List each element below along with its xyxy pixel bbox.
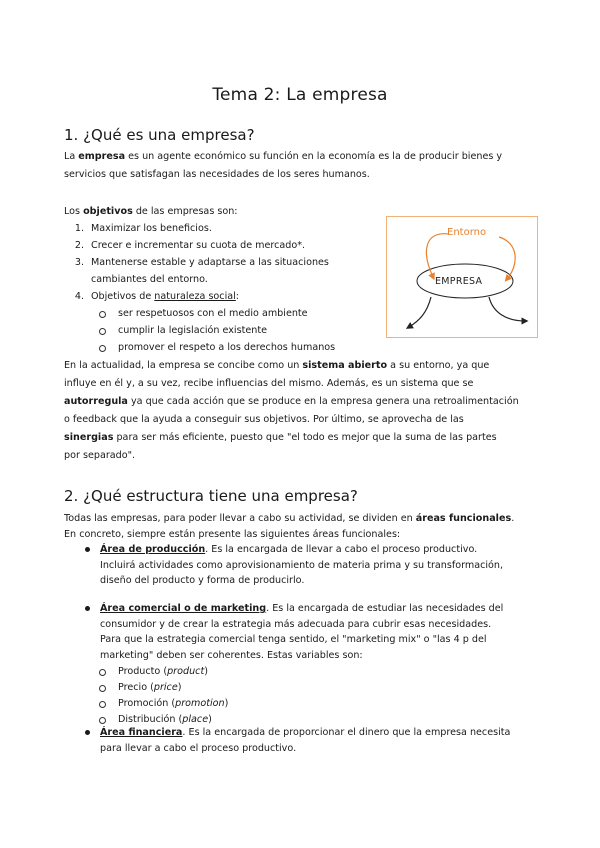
marketing-mix-promotion: Promoción (promotion)	[118, 695, 228, 712]
bullet-icon	[85, 606, 90, 611]
circle-bullet-icon	[99, 717, 106, 724]
circle-bullet-icon	[99, 669, 106, 676]
area-produccion: Área de producción. Es la encargada de llevar a cabo el proceso productivo. Incluirá actividades como aprovisionamiento de materia prima y su transformación, diseño del producto y forma de producirlo.	[100, 542, 548, 589]
section-2-heading: 2. ¿Qué estructura tiene una empresa?	[64, 487, 358, 505]
marketing-mix-product: Producto (product)	[118, 663, 208, 680]
marketing-mix-price: Precio (price)	[118, 679, 182, 696]
circle-bullet-icon	[99, 701, 106, 708]
output-arrow-left	[409, 297, 431, 327]
section-1-heading: 1. ¿Qué es una empresa?	[64, 126, 255, 144]
social-item-2: cumplir la legislación existente	[118, 322, 267, 339]
circle-bullet-icon	[99, 685, 106, 692]
marketing-mix-place: Distribución (place)	[118, 711, 212, 728]
section-1-paragraph-2: En la actualidad, la empresa se concibe como un sistema abierto a su entorno, ya que influye en él y, a su vez, recibe influencias del mismo. Además, es un sistema que se autorregula ya que cada acción que se produce en la empresa genera una retroalimentación o feedback que la ayuda a conseguir sus objetivos. Por último, se aprovecha de las sinergias para ser más eficiente, puesto que "el todo es mejor que la suma de las partes por separado".	[64, 360, 519, 461]
social-item-3: promover el respeto a los derechos humanos	[118, 339, 335, 356]
area-financiera: Área financiera. Es la encargada de proporcionar el dinero que la empresa necesita para llevar a cabo el proceso productivo.	[100, 725, 548, 756]
circle-bullet-icon	[99, 328, 106, 335]
section-2-intro: Todas las empresas, para poder llevar a cabo su actividad, se dividen en áreas funcionales. En concreto, siempre están presente las siguientes áreas funcionales:	[64, 513, 515, 540]
circle-bullet-icon	[99, 311, 106, 318]
objectives-intro: Los objetivos de las empresas son:	[64, 206, 238, 217]
diagram-entorno-label: Entorno	[447, 227, 487, 238]
bullet-icon	[85, 730, 90, 735]
diagram-empresa-label: EMPRESA	[435, 276, 483, 287]
circle-bullet-icon	[99, 345, 106, 352]
section-1-intro: La empresa es un agente económico su función en la economía es la de producir bienes y servicios que satisfagan las necesidades de los seres humanos.	[64, 151, 503, 180]
bullet-icon	[85, 547, 90, 552]
document-page: Tema 2: La empresa 1. ¿Qué es una empresa? La empresa es un agente económico su función en la economía es la de producir bienes y servicios que satisfagan las necesidades de los seres humanos. Los objetivos de las empresas son: 1. Maximizar los beneficios. 2. Crecer e incrementar su cuota de mercado*. 3. Mantenerse estable y adaptarse a las situaciones cambiantes del entorno. 4. Objetivos de naturaleza social: ser respetuosos con el medio ambiente cumplir la legislación existente promover el respeto a los derechos humanos Entorno EMPRESA En la actualidad, la empresa se concibe como un sistema abierto a su entorno, ya que influye en él y, a su vez, recibe influencias del mismo. Además, es un sistema que se autorregula ya que cada acción que se produce en la empresa genera una retroalimentación o feedback que la ayuda a conseguir sus objetivos. Por último, se aprovecha de las sinergias para ser más eficiente, puesto que "el todo es mejor que la suma de las partes por separado". 2. ¿Qué estructura tiene una empresa? Todas las empresas, para poder llevar a cabo su actividad, se dividen en áreas funcionales. En concreto, siempre están presente las siguientes áreas funcionales: Área de producción. Es la encargada de llevar a cabo el proceso productivo. Incluirá actividades como aprovisionamiento de materia prima y su transformación, diseño del producto y forma de producirlo. Área comercial o de marketing. Es la encargada de estudiar las necesidades del consumidor y de crear la estrategia más adecuada para cubrir esas necesidades. Para que la estrategia comercial tenga sentido, el "marketing mix" o "las 4 p del marketing" deben ser coherentes. Estas variables son: Producto (product) Precio (price) Promoción (promotion) Distribución (place) Área financiera. Es la encargada de proporcionar el dinero que la empresa necesita para llevar a cabo el proceso productivo.	[0, 0, 600, 848]
empresa-entorno-diagram	[386, 216, 538, 338]
output-arrow-right	[489, 297, 525, 321]
page-title: Tema 2: La empresa	[212, 85, 388, 106]
area-comercial: Área comercial o de marketing. Es la encargada de estudiar las necesidades del consumidor y de crear la estrategia más adecuada para cubrir esas necesidades. Para que la estrategia comercial tenga sentido, el "marketing mix" o "las 4 p del marketing" deben ser coherentes. Estas variables son:	[100, 601, 548, 663]
social-item-1: ser respetuosos con el medio ambiente	[118, 305, 308, 322]
